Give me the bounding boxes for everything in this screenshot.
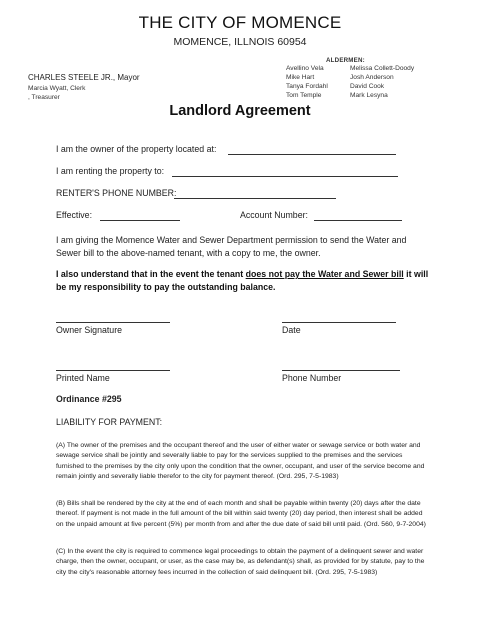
city-address: MOMENCE, ILLNOIS 60954 <box>173 36 307 48</box>
permission-paragraph: I am giving the Momence Water and Sewer Department permission to send the Water and Sewer bill to the above-named tenant, with a copy to me, the owner. <box>56 235 407 258</box>
account-number-label: Account Number: <box>240 210 308 220</box>
account-number-field[interactable] <box>314 220 402 221</box>
liability-paragraph-c: (C) In the event the city is required to commence legal proceedings to obtain the payment of a delinquent sewer and water charge, then the owner, occupant, or user, as the case may be, as defendant(s) shall, as provided for by statute, pay to the city the city's reasonable attorney fees incurred in the collection of said delinquent bill. (Ord. 295, 7-5-1983) <box>56 548 425 576</box>
alderman: Avellino Vela <box>286 65 324 72</box>
alderman: Josh Anderson <box>350 74 394 81</box>
responsibility-text-underlined: does not pay the Water and Sewer bill <box>245 269 404 279</box>
liability-paragraph-b: (B) Bills shall be rendered by the city at the end of each month and shall be payable within twenty (20) days after the date thereof. If payment is not made in the full amount of the bill within said twenty (20) day period, then interest shall be added on the unpaid amount at five percent (5%) per month from and after the due date of said bill until paid. (Ord. 560, 9-7-2004) <box>56 500 426 528</box>
owner-property-label: I am the owner of the property located at: <box>56 144 217 154</box>
form-title: Landlord Agreement <box>169 103 311 119</box>
liability-heading: LIABILITY FOR PAYMENT: <box>56 417 163 427</box>
alderman: Mark Lesyna <box>350 92 388 99</box>
date-field[interactable] <box>282 322 396 323</box>
printed-name-field[interactable] <box>56 370 170 371</box>
aldermen-list <box>286 64 466 100</box>
responsibility-text-end: it will be my responsibility to pay the outstanding balance. <box>56 269 429 292</box>
renter-phone-label: RENTER'S PHONE NUMBER: <box>56 188 177 198</box>
date-label: Date <box>282 325 301 335</box>
mayor-name: CHARLES STEELE JR., Mayor <box>28 73 140 82</box>
effective-field[interactable] <box>100 220 180 221</box>
owner-signature-label: Owner Signature <box>56 325 123 335</box>
aldermen-heading: ALDERMEN: <box>326 57 365 64</box>
phone-number-field[interactable] <box>282 370 400 371</box>
treasurer-name: , Treasurer <box>28 94 60 101</box>
renting-to-label: I am renting the property to: <box>56 166 165 176</box>
liability-paragraph-a: (A) The owner of the premises and the occupant thereof and the user of either water or sewage service or both water and sewage service shall be jointly and severally liable to pay for the services supplied to the premises and the services furnished to the premises by the city only upon the condition that the owner, occupant, and user of the service become and remain jointly and severally liable therefor to the city for payment thereof. (Ord. 295, 7-5-1983) <box>56 442 425 481</box>
alderman: Tom Temple <box>286 92 322 99</box>
city-title: THE CITY OF MOMENCE <box>138 13 342 32</box>
responsibility-paragraph <box>56 268 432 294</box>
alderman: Tanya Fordahl <box>286 83 328 90</box>
owner-property-field[interactable] <box>228 154 396 155</box>
renter-phone-field[interactable] <box>174 198 336 199</box>
printed-name-label: Printed Name <box>56 373 110 383</box>
owner-signature-field[interactable] <box>56 322 170 323</box>
ordinance-heading: Ordinance #295 <box>56 394 122 404</box>
effective-label: Effective: <box>56 210 93 220</box>
alderman: Melissa Collett-Doody <box>350 65 415 72</box>
clerk-name: Marcia Wyatt, Clerk <box>28 85 86 92</box>
phone-number-label: Phone Number <box>282 373 342 383</box>
renting-to-field[interactable] <box>172 176 398 177</box>
alderman: David Cook <box>350 83 385 90</box>
responsibility-text-start: I also understand that in the event the tenant <box>56 269 246 279</box>
alderman: Mike Hart <box>286 74 315 81</box>
